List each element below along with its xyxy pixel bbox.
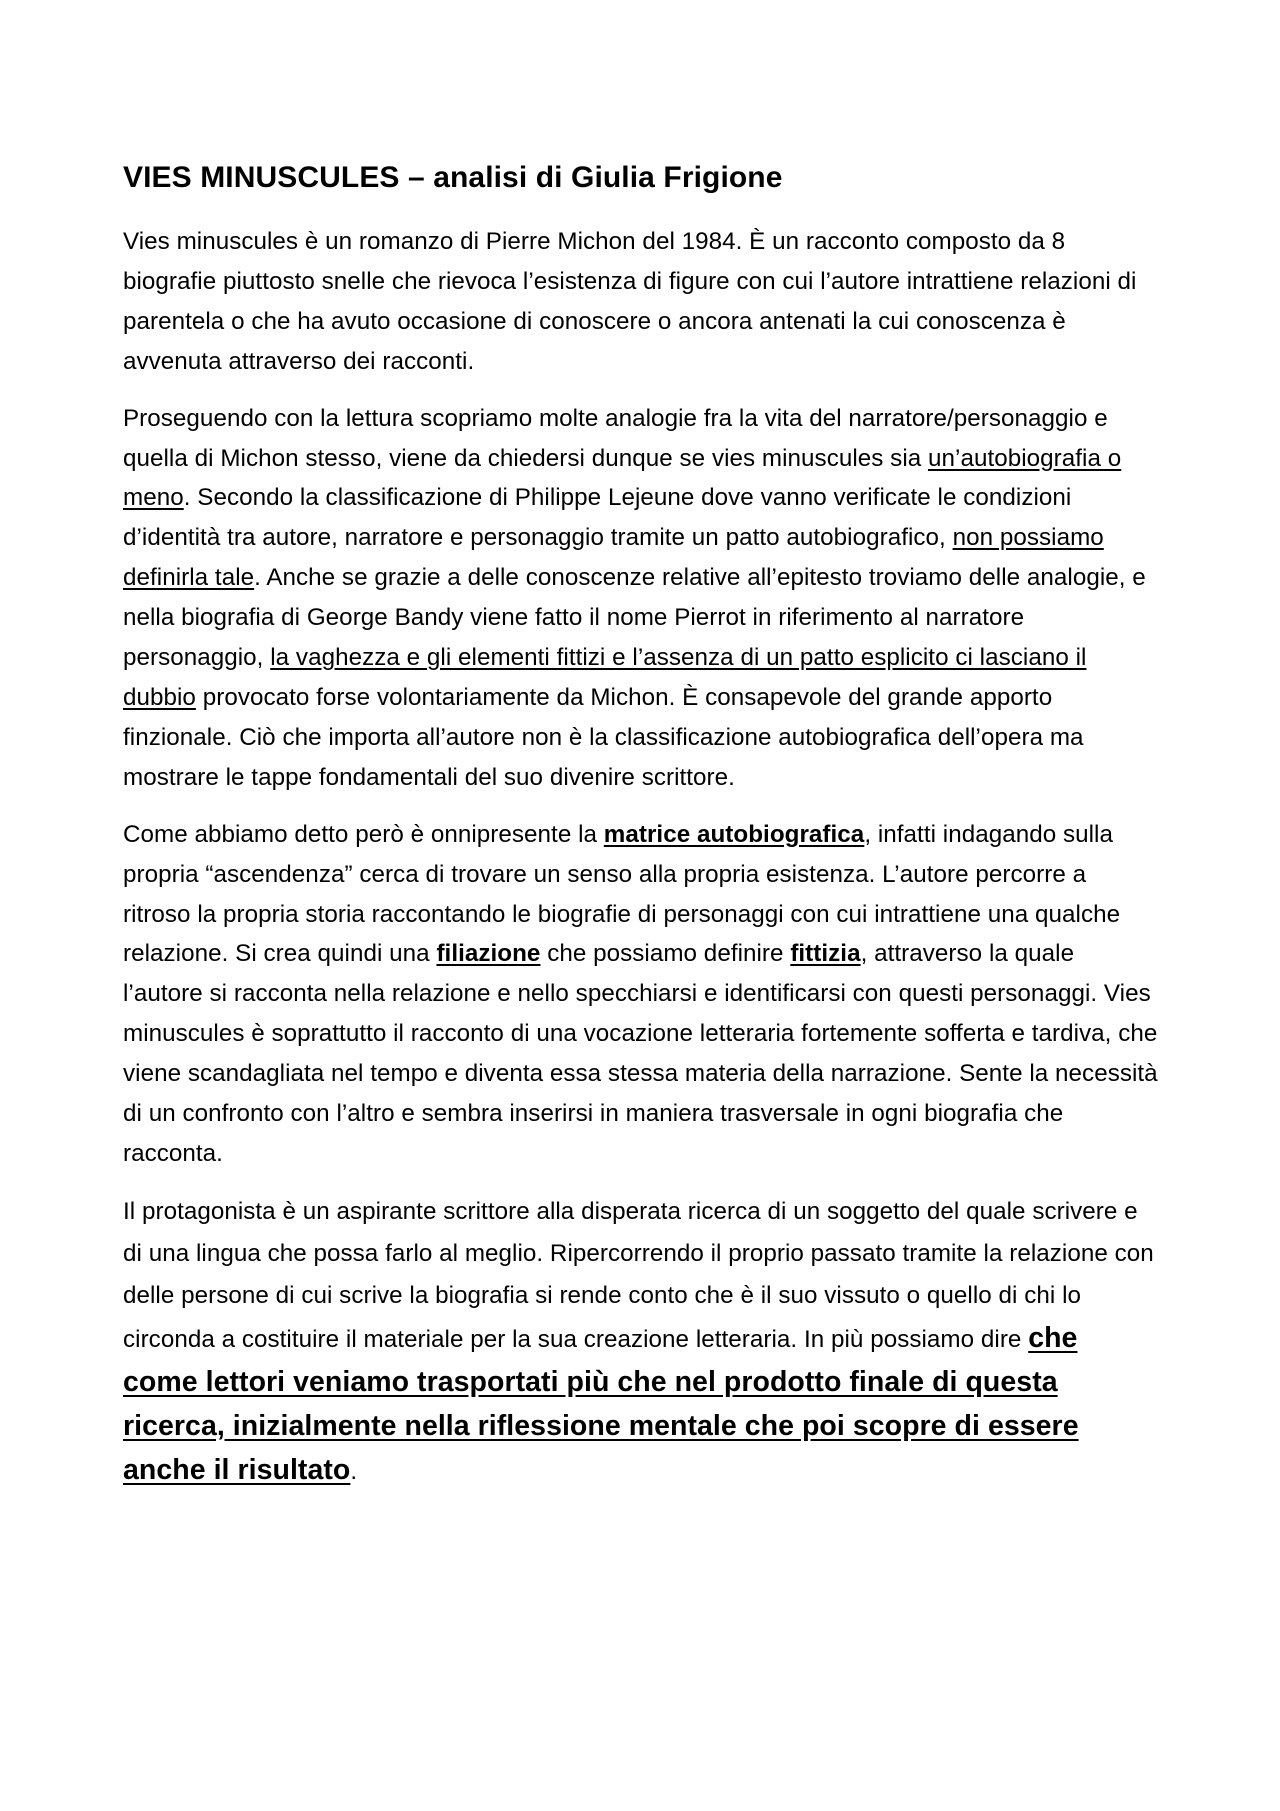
emphasized-conclusion: che come lettori veniamo trasportati più che nel prodotto finale di questa ricerca, inizialmente nella riflessione mentale che poi scopre di essere anche il risultato [123,1321,1079,1486]
text-span: , attraverso la quale l’autore si racconta nella relazione e nello specchiarsi e identificarsi con questi personaggi. Vies minuscules è soprattutto il racconto di una vocazione letteraria fortemente sofferta e tardiva, che viene scandagliata nel tempo e diventa essa stessa materia della narrazione. Sente la necessità di un confronto con l’altro e sembra inserirsi in maniera trasversale in ogni biografia che racconta. [123,940,1158,1167]
paragraph-intro: Vies minuscules è un romanzo di Pierre Michon del 1984. È un racconto composto da 8 biografie piuttosto snelle che rievoca l’esistenza di figure con cui l’autore intrattiene relazioni di parentela o che ha avuto occasione di conoscere o ancora antenati la cui conoscenza è avvenuta attraverso dei racconti. [123,228,1137,375]
text-span: provocato forse volontariamente da Michon. È consapevole del grande apporto finzionale. Ciò che importa all’autore non è la classificazione autobiografica dell’opera ma mostrare le tappe fondamentali del suo divenire scrittore. [123,683,1084,791]
text-span: . Secondo la classificazione di Philippe Lejeune dove vanno verificate le condizioni d’identità tra autore, narratore e personaggio tramite un patto autobiografico, [123,484,1072,552]
paragraph-autobiography [123,399,1160,798]
underlined-phrase: non possiamo definirla tale [123,524,1104,592]
underlined-phrase: la vaghezza e gli elementi fittizi e l’assenza di un patto esplicito ci lasciano il dubbio [123,644,1087,711]
text-span: che possiamo definire [540,940,791,968]
underlined-phrase: un’autobiografia o meno [123,444,1122,512]
bold-underlined-phrase: fittizia [790,940,861,968]
text-span: . Anche se grazie a delle conoscenze relative all’epitesto troviamo delle analogie, e nella biografia di George Bandy viene fatto il nome Pierrot in riferimento al narratore personaggio, [123,564,1146,672]
bold-underlined-phrase: matrice autobiografica [603,820,865,848]
paragraph-protagonist [123,1191,1160,1493]
paragraph-matrice [123,815,1160,1174]
text-span: Proseguendo con la lettura scopriamo molte analogie fra la vita del narratore/personaggio e quella di Michon stesso, viene da chiedersi dunque se vies minuscules sia [123,404,1108,472]
bold-underlined-phrase: filiazione [436,940,541,968]
document-title: VIES MINUSCULES – analisi di Giulia Frigione [123,161,783,194]
text-span: , infatti indagando sulla propria “ascendenza” cerca di trovare un senso alla propria esistenza. L’autore percorre a ritroso la propria storia raccontando le biografie di personaggi con cui intrattiene una qualche relazione. Si crea quindi una [123,820,1121,968]
text-span: Come abbiamo detto però è onnipresente la [123,820,604,848]
text-span: . [350,1457,358,1485]
text-span: Il protagonista è un aspirante scrittore alla disperata ricerca di un soggetto del quale scrivere e di una lingua che possa farlo al meglio. Ripercorrendo il proprio passato tramite la relazione con delle persone di cui scrive la biografia si rende conto che è il suo vissuto o quello di chi lo circonda a costituire il materiale per la sua creazione letteraria. In più possiamo dire [123,1197,1154,1353]
